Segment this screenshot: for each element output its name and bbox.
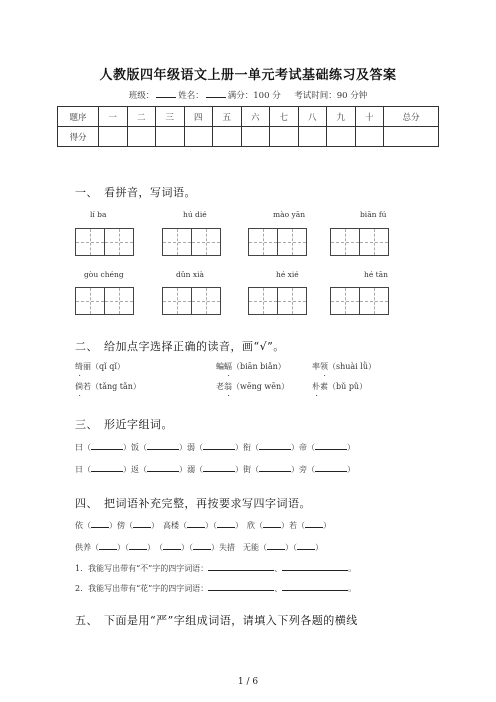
writing-grid[interactable] [248, 287, 307, 315]
header-cell: 三 [156, 107, 185, 127]
section-1-heading: 一、 看拼音，写词语。 [75, 186, 196, 199]
item-rest: （biān biǎn） [232, 362, 286, 371]
answer-blank[interactable] [217, 519, 235, 528]
answer-blank[interactable] [99, 541, 117, 550]
row-text: ） 欣（ [235, 521, 263, 530]
idiom-row [75, 519, 331, 531]
item-rest: 丽（qǐ qǐ） [83, 362, 125, 371]
score-table-header-row [58, 107, 439, 127]
section-4-heading: 四、 把词语补充完整，再按要求写四字词语。 [75, 497, 311, 510]
question-1 [75, 562, 356, 574]
writing-grid[interactable] [75, 228, 134, 256]
exam-time: 考试时间：90 分钟 [294, 91, 368, 101]
row-text: ）若（ [281, 521, 305, 530]
item-rest: （wēng wēn） [232, 382, 290, 391]
score-cell[interactable] [213, 127, 242, 147]
section-2-heading: 二、 给加点字选择正确的读音，画“√”。 [75, 340, 285, 353]
writing-grid[interactable] [330, 287, 389, 315]
pronunciation-item[interactable] [75, 361, 125, 372]
item-rest: （shuài lǜ） [328, 362, 376, 371]
score-cell[interactable] [384, 127, 439, 147]
row-text: ）旁（ [291, 465, 315, 474]
name-blank [206, 89, 226, 98]
item-pre: 率 [312, 362, 320, 371]
dotted-char: 蝠 [224, 362, 232, 371]
answer-blank[interactable] [315, 441, 347, 450]
row-text: 日（ [75, 465, 91, 474]
row-text: ） 高楼（ [151, 521, 187, 530]
period: 。 [348, 584, 357, 593]
pinyin-label: hé xié [276, 270, 299, 279]
score-cell[interactable] [156, 127, 185, 147]
class-label: 班级： [128, 91, 155, 101]
answer-blank[interactable] [91, 463, 123, 472]
pinyin-label: dǔn xià [176, 270, 204, 279]
row-text: ） [323, 521, 331, 530]
period: 。 [348, 564, 357, 573]
full-score: 满分：100 分 [227, 91, 281, 101]
header-cell: 十 [355, 107, 384, 127]
row-text: ）饭（ [123, 443, 147, 452]
row-text: ）（ [285, 543, 297, 552]
page-indicator: 1 / 6 [237, 677, 259, 687]
answer-blank[interactable] [208, 582, 274, 591]
header-cell: 六 [241, 107, 270, 127]
answer-blank[interactable] [297, 541, 315, 550]
score-table [57, 106, 439, 147]
question-text: 1．我能写出带有“不”字的四字词语： [75, 564, 209, 573]
item-rest: 若（tǎng tǎn） [83, 382, 141, 391]
answer-blank[interactable] [263, 519, 281, 528]
score-cell[interactable] [298, 127, 327, 147]
row-text: ）帝（ [291, 443, 315, 452]
answer-blank[interactable] [147, 463, 179, 472]
similar-char-row [75, 463, 355, 475]
header-cell: 七 [270, 107, 299, 127]
dotted-char: 领 [320, 362, 328, 371]
pinyin-label: biān fú [360, 210, 387, 219]
answer-blank[interactable] [193, 541, 211, 550]
answer-blank[interactable] [147, 441, 179, 450]
question-2 [75, 582, 356, 594]
pronunciation-item[interactable] [312, 361, 376, 372]
row-text: ）街（ [235, 465, 259, 474]
writing-grid[interactable] [75, 287, 134, 315]
pinyin-label: gòu chéng [84, 270, 124, 279]
pronunciation-item[interactable] [312, 381, 367, 392]
answer-blank[interactable] [203, 463, 235, 472]
score-cell[interactable] [127, 127, 156, 147]
header-cell: 五 [213, 107, 242, 127]
pinyin-label: hú dié [183, 210, 207, 219]
pronunciation-item[interactable] [216, 361, 286, 372]
dotted-char: 绮 [75, 362, 83, 371]
exam-info-line [0, 89, 496, 101]
score-cell[interactable] [270, 127, 299, 147]
document-title: 人教版四年级语文上册一单元考试基础练习及答案 [99, 68, 397, 83]
row-text: ） [347, 443, 355, 452]
row-text: ）（ [205, 521, 217, 530]
answer-blank[interactable] [91, 519, 109, 528]
row-text: ）返（ [123, 465, 147, 474]
item-pre: 蝙 [216, 362, 224, 371]
row-text: ） [347, 465, 355, 474]
row-text: ）溺（ [179, 465, 203, 474]
idiom-row [75, 541, 323, 553]
score-row-label: 得分 [58, 127, 99, 147]
section-3-heading: 三、 形近字组词。 [75, 418, 173, 431]
row-text: ）失措 无能（ [211, 543, 267, 552]
header-cell: 九 [327, 107, 356, 127]
score-cell[interactable] [241, 127, 270, 147]
dotted-char: 倘 [75, 382, 83, 391]
pinyin-label: lí ba [90, 210, 107, 219]
score-table-score-row [58, 127, 439, 147]
row-text: ）（ [181, 543, 193, 552]
answer-blank[interactable] [187, 519, 205, 528]
answer-blank[interactable] [282, 562, 348, 571]
row-text: ） [315, 543, 323, 552]
row-text: ）（ [117, 543, 129, 552]
answer-blank[interactable] [129, 541, 147, 550]
section-5-heading: 五、 下面是用“严”字组成词语，请填入下列各题的横线 [75, 614, 358, 627]
row-text: 依（ [75, 521, 91, 530]
answer-blank[interactable] [91, 441, 123, 450]
writing-grid[interactable] [162, 228, 221, 256]
writing-grid[interactable] [330, 228, 389, 256]
header-cell: 一 [99, 107, 128, 127]
answer-blank[interactable] [163, 541, 181, 550]
answer-blank[interactable] [282, 582, 348, 591]
separator: 、 [274, 584, 283, 593]
score-cell[interactable] [184, 127, 213, 147]
pronunciation-item[interactable] [216, 381, 289, 392]
dotted-char: 翁 [224, 382, 232, 391]
row-text: ）傍（ [109, 521, 133, 530]
similar-char-row [75, 441, 355, 453]
answer-blank[interactable] [208, 562, 274, 571]
dotted-char: 朴 [312, 382, 320, 391]
header-cell: 题序 [58, 107, 99, 127]
item-pre: 老 [216, 382, 224, 391]
pronunciation-item[interactable] [75, 381, 141, 392]
header-cell: 二 [127, 107, 156, 127]
item-rest: 素（bǔ pǔ） [320, 382, 368, 391]
pinyin-label: hé tān [364, 270, 388, 279]
writing-grid[interactable] [162, 287, 221, 315]
question-text: 2．我能写出带有“花”字的四字词语： [75, 584, 209, 593]
writing-grid[interactable] [248, 228, 307, 256]
row-text: ） （ [147, 543, 163, 552]
score-cell[interactable] [99, 127, 128, 147]
answer-blank[interactable] [203, 441, 235, 450]
row-text: ）衔（ [235, 443, 259, 452]
header-cell: 四 [184, 107, 213, 127]
answer-blank[interactable] [259, 441, 291, 450]
row-text: 供养（ [75, 543, 99, 552]
score-cell[interactable] [355, 127, 384, 147]
pinyin-label: mào yān [273, 210, 306, 219]
score-cell[interactable] [327, 127, 356, 147]
answer-blank[interactable] [259, 463, 291, 472]
header-cell: 总分 [384, 107, 439, 127]
row-text: ）弱（ [179, 443, 203, 452]
header-cell: 八 [298, 107, 327, 127]
answer-blank[interactable] [267, 541, 285, 550]
row-text: 曰（ [75, 443, 91, 452]
answer-blank[interactable] [315, 463, 347, 472]
class-blank [156, 89, 176, 98]
answer-blank[interactable] [305, 519, 323, 528]
separator: 、 [274, 564, 283, 573]
answer-blank[interactable] [133, 519, 151, 528]
name-label: 姓名： [178, 91, 204, 101]
